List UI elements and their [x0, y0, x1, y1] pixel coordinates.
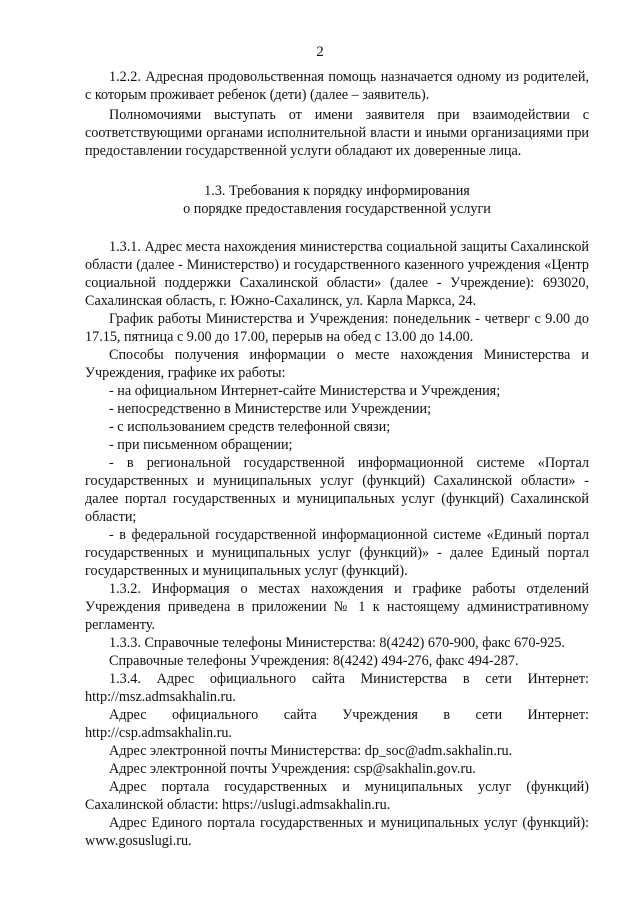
paragraph-institution-phones: Справочные телефоны Учреждения: 8(4242) 494-276, факс 494-287. [109, 653, 519, 669]
paragraph-1-3-3: 1.3.3. Справочные телефоны Министерства: 8(4242) 670-900, факс 670-925. [109, 635, 565, 651]
section-heading-line-2: о порядке предоставления государственной услуги [183, 201, 491, 217]
paragraph-institution-email: Адрес электронной почты Учреждения: csp@sakhalin.gov.ru. [109, 761, 476, 777]
paragraph-authority: Полномочиями выступать от имени заявителя при взаимодействии с соответствующими органами исполнительной власти и иными организациями при предоставлении государственной услуги обладают их доверенные лица. [85, 107, 589, 159]
list-item: - с использованием средств телефонной связи; [109, 419, 391, 435]
paragraph-1-3-1: 1.3.1. Адрес места нахождения министерства социальной защиты Сахалинской области (далее - Министерство) и государственного казенного учреждения «Центр социальной поддержки Сахалинской области» (далее - Учреждение): 693020, Сахалинская область, г. Южно-Сахалинск, ул. Карла Маркса, 24. [85, 239, 589, 309]
document-body [85, 68, 589, 850]
paragraph-1-3-4: 1.3.4. Адрес официального сайта Министерства в сети Интернет: http://msz.admsakhalin.ru. [85, 671, 589, 705]
paragraph-1-2-2: 1.2.2. Адресная продовольственная помощь назначается одному из родителей, с которым проживает ребенок (дети) (далее – заявитель). [85, 69, 589, 103]
list-item: - в региональной государственной информационной системе «Портал государственных и муниципальных услуг (функций) Сахалинской области» - далее портал государственных и муниципальных услуг (функций) Сахалинской области; [85, 455, 589, 525]
paragraph-unified-portal: Адрес Единого портала государственных и муниципальных услуг (функций): www.gosuslugi.ru. [85, 815, 589, 849]
paragraph-regional-portal: Адрес портала государственных и муниципальных услуг (функций) Сахалинской области: https://uslugi.admsakhalin.ru. [85, 779, 589, 813]
list-item: - на официальном Интернет-сайте Министерства и Учреждения; [109, 383, 501, 399]
list-item: - непосредственно в Министерстве или Учреждении; [109, 401, 432, 417]
paragraph-ministry-email: Адрес электронной почты Министерства: dp_soc@adm.sakhalin.ru. [109, 743, 513, 759]
paragraph-institution-site: Адрес официального сайта Учреждения в сети Интернет: http://csp.admsakhalin.ru. [85, 707, 589, 741]
paragraph-methods-intro: Способы получения информации о месте нахождения Министерства и Учреждения, графике их работы: [85, 347, 589, 381]
list-item: - в федеральной государственной информационной системе «Единый портал государственных и муниципальных услуг (функций)» - далее Единый портал государственных и муниципальных услуг (функций). [85, 527, 589, 579]
list-item: - при письменном обращении; [109, 437, 293, 453]
section-heading-1-3 [85, 182, 589, 218]
paragraph-1-3-2: 1.3.2. Информация о местах нахождения и графике работы отделений Учреждения приведена в приложении № 1 к настоящему административному регламенту. [85, 581, 589, 633]
paragraph-schedule: График работы Министерства и Учреждения: понедельник - четверг с 9.00 до 17.15, пятница с 9.00 до 17.00, перерыв на обед с 13.00 до 14.00. [85, 311, 589, 345]
section-heading-line-1: 1.3. Требования к порядку информирования [204, 183, 470, 199]
page-number: 2 [316, 44, 324, 60]
